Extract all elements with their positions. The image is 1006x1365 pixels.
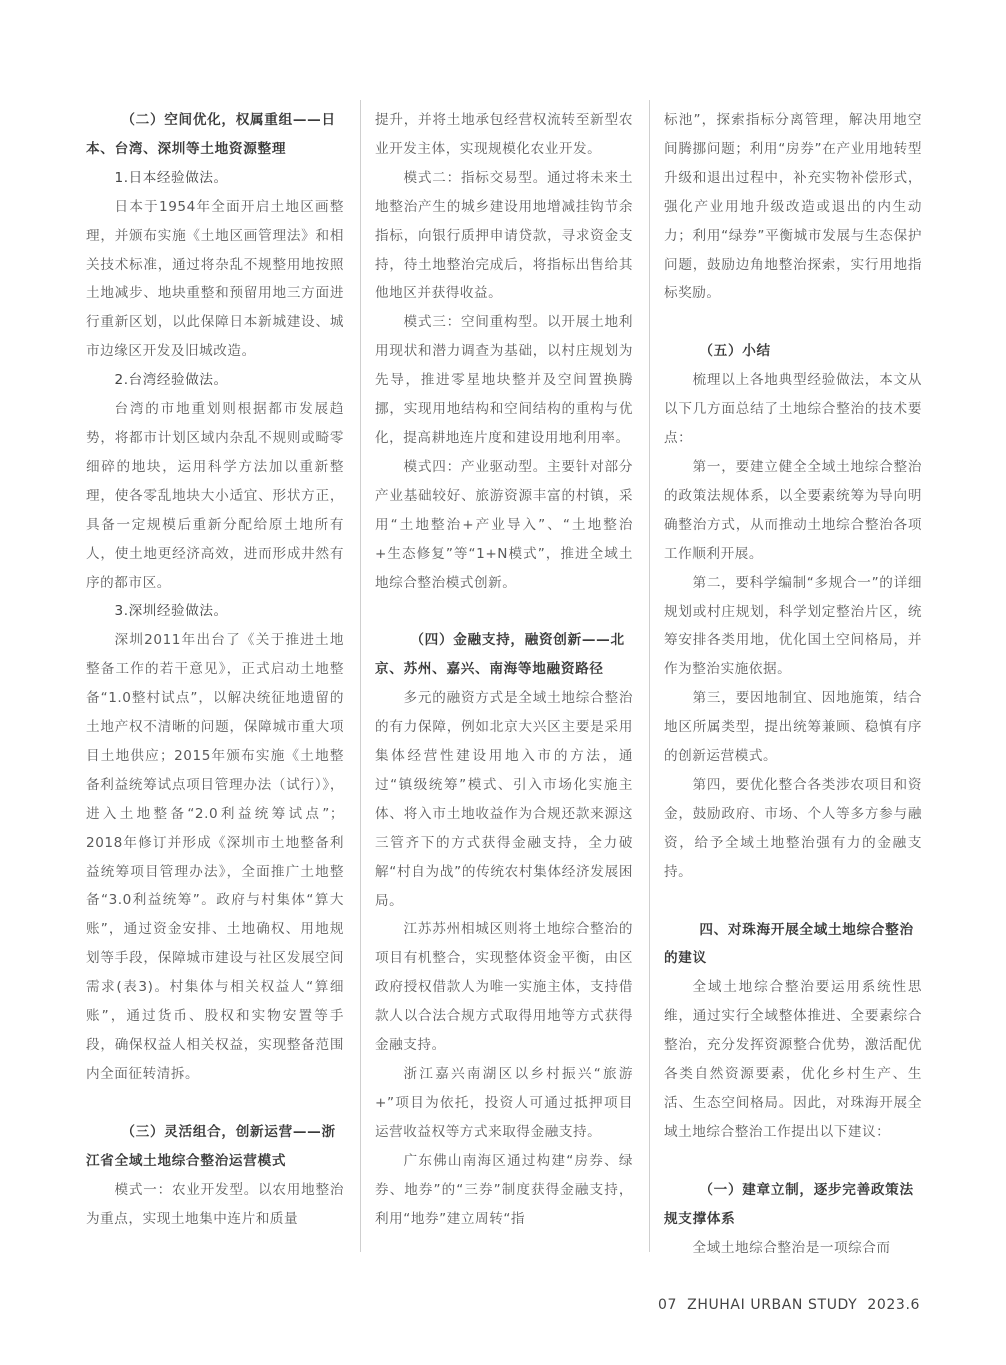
section-spacer — [375, 597, 633, 626]
column-3 — [664, 106, 922, 1263]
section-heading: （五）小结 — [699, 343, 771, 360]
paragraph: 第四，要优化整合各类涉农项目和资金，鼓励政府、市场、个人等多方参与融资，给予全域土地整治强有力的金融支持。 — [664, 776, 922, 880]
paragraph-continued: 标池”，探索指标分离管理，解决用地空间腾挪问题；利用“房券”在产业用地转型升级和退出过程中，补充实物补偿形式，强化产业用地升级改造或退出的内生动力；利用“绿券”平衡城市发展与生态保护问题，鼓励边角地整治探索，实行用地指标奖励。 — [664, 112, 922, 302]
paragraph: 台湾的市地重划则根据都市发展趋势，将都市计划区域内杂乱不规则或畸零细碎的地块，运用科学方法加以重新整理，使各零乱地块大小适宜、形状方正，具备一定规模后重新分配给原土地所有人，使土地更经济高效，进而形成井然有序的都市区。 — [86, 401, 344, 591]
column-1 — [86, 106, 344, 1233]
paragraph: 全域土地综合整治是一项综合而 — [692, 1239, 891, 1256]
section-spacer — [664, 887, 922, 916]
paragraph: 浙江嘉兴南湖区以乡村振兴“旅游+”项目为依托，投资人可通过抵押项目运营收益权等方式来取得金融支持。 — [375, 1066, 633, 1140]
paragraph: 日本于1954年全面开启土地区画整理，并颁布实施《土地区画管理法》和相关技术标准，通过将杂乱不规整用地按照土地减步、地块重整和预留用地三方面进行重新区划，以此保障日本新城建设、城市边缘区开发及旧城改造。 — [86, 198, 344, 360]
paragraph: 多元的融资方式是全域土地综合整治的有力保障，例如北京大兴区主要是采用集体经营性建设用地入市的方法，通过“镇级统筹”模式、引入市场化实施主体、将入市土地收益作为合规还款来源这三管齐下的方式获得金融支持，全力破解“村自为战”的传统农村集体经济发展困局。 — [375, 690, 633, 909]
section-heading: （四）金融支持，融资创新——北京、苏州、嘉兴、南海等地融资路径 — [375, 632, 625, 678]
column-2 — [375, 106, 633, 1233]
paragraph-continued: 提升，并将土地承包经营权流转至新型农业开发主体，实现规模化农业开发。 — [375, 112, 633, 157]
section-heading: （二）空间优化，权属重组——日本、台湾、深圳等土地资源整理 — [86, 112, 336, 157]
paragraph: 全域土地综合整治要运用系统性思维，通过实行全域整体推进、全要素综合整治，充分发挥资源整合优势，激活配优各类自然资源要素，优化乡村生产、生活、生态空间格局。因此，对珠海开展全域土地综合整治工作提出以下建议： — [664, 979, 922, 1140]
paragraph: 第二，要科学编制“多规合一”的详细规划或村庄规划，科学划定整治片区，统筹安排各类用地，优化国土空间格局，并作为整治实施依据。 — [664, 574, 922, 678]
paragraph: 模式三：空间重构型。以开展土地利用现状和潜力调查为基础，以村庄规划为先导，推进零星地块整并及空间置换腾挪，实现用地结构和空间结构的重构与优化，提高耕地连片度和建设用地利用率。 — [375, 314, 633, 446]
page-footer: 07 ZHUHAI URBAN STUDY 2023.6 — [658, 1297, 920, 1313]
subsection-heading: 2.台湾经验做法。 — [114, 372, 228, 389]
section-spacer — [664, 1147, 922, 1176]
column-divider — [649, 100, 650, 1252]
paragraph: 深圳2011年出台了《关于推进土地整备工作的若干意见》，正式启动土地整备“1.0整村试点”，以解决统征地遗留的土地产权不清晰的问题，保障城市重大项目土地供应；2015年颁布实施《土地整备利益统筹试点项目管理办法（试行）》，进入土地整备“2.0利益统筹试点”；2018年修订并形成《深圳市土地整备利益统筹项目管理办法》，全面推广土地整备“3.0利益统筹”。政府与村集体“算大账”，通过资金安排、土地确权、用地规划等手段，保障城市建设与社区发展空间需求(表3)。村集体与相关权益人“算细账”，通过货币、股权和实物安置等手段，确保权益人相关权益，实现整备范围内全面征转清拆。 — [86, 632, 344, 1082]
paragraph: 梳理以上各地典型经验做法，本文从以下几方面总结了土地综合整治的技术要点： — [664, 372, 922, 447]
paragraph: 江苏苏州相城区则将土地综合整治的项目有机整合，实现整体资金平衡，由区政府授权借款人为唯一实施主体，支持借款人以合法合规方式取得用地等方式获得金融支持。 — [375, 921, 633, 1054]
section-spacer — [86, 1089, 344, 1118]
paragraph: 模式二：指标交易型。通过将未来土地整治产生的城乡建设用地增减挂钩节余指标，向银行质押申请贷款，寻求资金支持，待土地整治完成后，将指标出售给其他地区并获得收益。 — [375, 169, 633, 302]
subsection-heading: 1.日本经验做法。 — [114, 169, 228, 186]
section-spacer — [664, 308, 922, 337]
paragraph: 第一，要建立健全全域土地综合整治的政策法规体系，以全要素统筹为导向明确整治方式，从而推动土地综合整治各项工作顺利开展。 — [664, 458, 922, 562]
subsection-heading: 3.深圳经验做法。 — [114, 603, 228, 620]
section-heading: （一）建章立制，逐步完善政策法规支撑体系 — [664, 1181, 914, 1227]
section-heading: 四、对珠海开展全域土地综合整治的建议 — [664, 921, 914, 967]
column-divider — [360, 100, 361, 1252]
paragraph: 第三，要因地制宜、因地施策，结合地区所属类型，提出统筹兼顾、稳慎有序的创新运营模式。 — [664, 690, 922, 765]
paragraph: 广东佛山南海区通过构建“房券、绿券、地券”的“三券”制度获得金融支持，利用“地券”建立周转“指 — [375, 1152, 633, 1227]
paragraph: 模式四：产业驱动型。主要针对部分产业基础较好、旅游资源丰富的村镇，采用“土地整治+产业导入”、“土地整治+生态修复”等“1+N模式”，推进全域土地综合整治模式创新。 — [375, 458, 633, 591]
paragraph: 模式一：农业开发型。以农用地整治为重点，实现土地集中连片和质量 — [86, 1181, 344, 1227]
section-heading: （三）灵活组合，创新运营——浙江省全域土地综合整治运营模式 — [86, 1123, 336, 1169]
